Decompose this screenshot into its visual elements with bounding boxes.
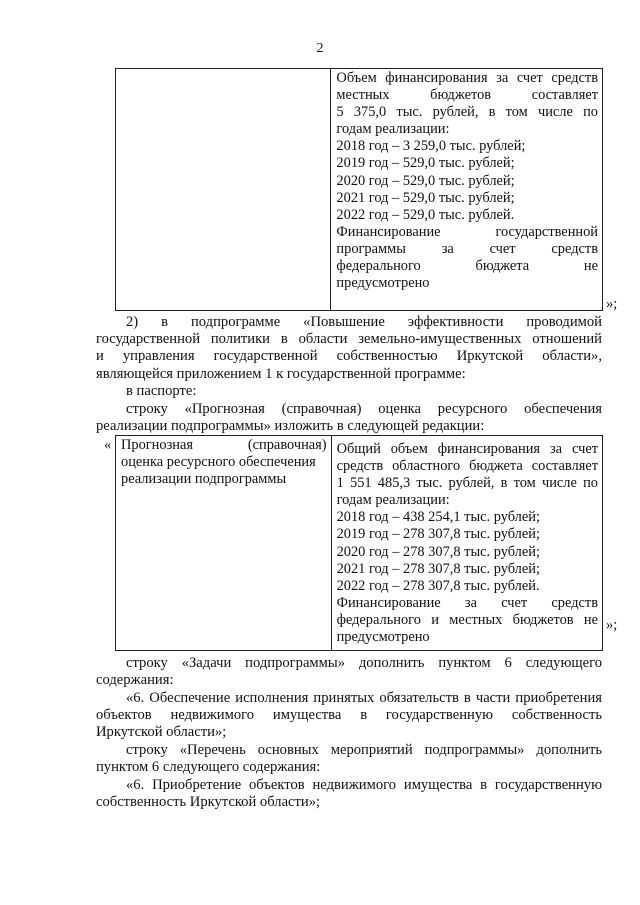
- text-line: 2020 год – 529,0 тыс. рублей;: [336, 172, 515, 189]
- paragraph-item6-obligations: [96, 690, 602, 742]
- paragraph-subprogram-intro: [96, 314, 602, 383]
- text-line: 2018 год – 438 254,1 тыс. рублей;: [336, 509, 540, 526]
- text-line: строку «Перечень основных мероприятий подпрограммы» дополнить: [126, 742, 602, 758]
- text-line: являющейся приложением 1 к государственной программе:: [96, 365, 466, 382]
- text-line: собственность Иркутской области»;: [96, 794, 321, 811]
- paragraph-row-forecast: [96, 401, 602, 435]
- text-line: оценка ресурсного обеспечения: [121, 454, 316, 471]
- table-right-cell-financing: [331, 69, 603, 311]
- text-line: реализации подпрограммы: [121, 471, 287, 488]
- text-line: Прогнозная (справочная): [121, 437, 327, 453]
- text-line: реализации подпрограммы» изложить в следующей редакции:: [96, 418, 485, 435]
- text-line: в паспорте:: [126, 383, 197, 399]
- financing-table-state-program: [115, 68, 603, 311]
- text-line: 2018 год – 3 259,0 тыс. рублей;: [336, 138, 526, 155]
- text-line: федерального и местных бюджетов не: [336, 611, 598, 628]
- text-line: государственной политики в области земельно-имущественных отношений: [96, 331, 602, 348]
- text-line: строку «Задачи подпрограммы» дополнить пунктом 6 следующего: [126, 655, 602, 671]
- paragraph-in-passport: [96, 383, 602, 400]
- text-line: Финансирование государственной: [336, 223, 598, 240]
- closing-quote-mark: »;: [606, 617, 618, 633]
- text-line: 2022 год – 278 307,8 тыс. рублей.: [336, 577, 540, 594]
- text-line: и управления государственной собственностью Иркутской области»,: [96, 348, 602, 365]
- financing-table-subprogram: [115, 435, 603, 651]
- text-line: годам реализации:: [336, 121, 450, 138]
- text-line: пунктом 6 следующего содержания:: [96, 759, 321, 776]
- text-line: годам реализации:: [336, 492, 450, 509]
- text-line: 1 551 485,3 тыс. рублей, в том числе по: [336, 475, 598, 492]
- text-line: предусмотрено: [336, 275, 430, 292]
- text-line: 5 375,0 тыс. рублей, в том числе по: [336, 104, 598, 121]
- text-line: 2) в подпрограмме «Повышение эффективности проводимой: [126, 314, 602, 330]
- text-line: федерального бюджета не: [336, 258, 598, 275]
- text-line: 2021 год – 278 307,8 тыс. рублей;: [336, 560, 540, 577]
- paragraph-measures-row: [96, 742, 602, 776]
- text-line: Финансирование за счет средств: [336, 594, 598, 611]
- text-line: 2019 год – 529,0 тыс. рублей;: [336, 155, 515, 172]
- text-line: 2022 год – 529,0 тыс. рублей.: [336, 206, 515, 223]
- text-line: программы за счет средств: [336, 240, 598, 257]
- text-line: строку «Прогнозная (справочная) оценка ресурсного обеспечения: [126, 401, 602, 417]
- table-left-cell-label: [116, 436, 332, 651]
- text-line: «6. Обеспечение исполнения принятых обязательств в части приобретения: [126, 690, 602, 706]
- table-right-cell-financing: [331, 436, 602, 651]
- text-line: 2021 год – 529,0 тыс. рублей;: [336, 189, 515, 206]
- text-line: Общий объем финансирования за счет: [336, 441, 598, 457]
- text-line: 2020 год – 278 307,8 тыс. рублей;: [336, 543, 540, 560]
- text-line: Иркутской области»;: [96, 724, 227, 741]
- text-line: объектов недвижимого имущества в государственную собственность: [96, 707, 602, 724]
- text-line: местных бюджетов составляет: [336, 87, 598, 104]
- text-line: предусмотрено: [336, 629, 430, 646]
- text-line: содержания:: [96, 672, 174, 689]
- opening-quote-mark: «: [104, 437, 112, 453]
- page-number: 2: [316, 41, 324, 56]
- text-line: «6. Приобретение объектов недвижимого имущества в государственную: [126, 777, 602, 793]
- table-left-cell-empty: [116, 69, 331, 311]
- closing-quote-mark: »;: [606, 296, 618, 312]
- text-line: 2019 год – 278 307,8 тыс. рублей;: [336, 526, 540, 543]
- paragraph-tasks-row: [96, 655, 602, 689]
- text-line: средств областного бюджета составляет: [336, 458, 598, 475]
- paragraph-item6-acquisition: [96, 777, 602, 811]
- text-line: Объем финансирования за счет средств: [336, 70, 598, 86]
